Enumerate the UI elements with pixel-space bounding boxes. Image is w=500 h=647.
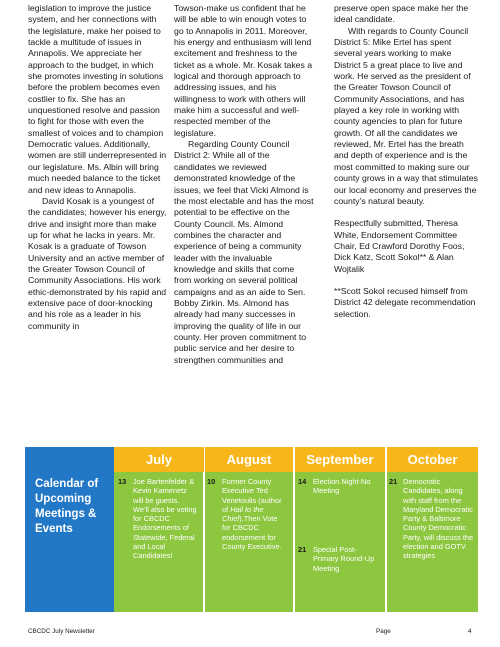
month-header-july: July (114, 447, 204, 472)
july-event-text: Joe Bartenfelder & Kevin Kamenetz will be guests. We’ll also be voting for CBCDC Endorsements of Statewide, Federal and Local Candidates! (133, 477, 197, 561)
footer-page-number: 4 (468, 628, 472, 635)
kosak-paragraph: David Kosak is a youngest of the candidates; however his energy, drive and insight more than make up for what he lacks in years. Mr. Kosak is a graduate of Towson University and an active member of the Greater Towson Council of Community Associations. His work ethic-demonstrated by his rapid and extensive pace of door-knocking and his role as a leader in his community in (28, 195, 167, 331)
october-event-day: 21 (389, 477, 398, 486)
article-column-1 (28, 3, 168, 332)
almond-continued-paragraph: preserve open space make her the ideal candidate. (334, 3, 469, 25)
albin-paragraph: legislation to improve the justice system, and her connections with the legislature, make her poised to tackle a multitude of issues in Annapolis. We appreciate her approach to the budget, in which she promotes investing in solutions before the problem becomes even costlier to fix. She has an unquestioned resolve and passion to fight for those with even the smallest of voices and to champion Democratic values. Additionally, women are still underrepresented in our legislature. Ms. Albin will bring much needed balance to the ticket and new ideas to Annapolis. (28, 3, 167, 195)
article-columns (28, 3, 480, 435)
september-event-text-1: Election Night-No Meeting (313, 477, 371, 496)
month-header-october: October (387, 447, 478, 472)
district-5-paragraph: With regards to County Council District 5: Mike Ertel has spent several years working to make District 5 a great place to live and work. He served as the president of the Greater Towson Council of Community Associations, and has played a key role in working with county agencies to plan for future growth. Of all the candidates we reviewed, Mr. Ertel has the breath and depth of experience and is the most committed to making sure our county grows in a way that stimulates our local economy and preserves the county’s natural beauty. (334, 25, 478, 206)
september-event-day-1: 14 (298, 477, 307, 486)
calendar-title: Calendar of Upcoming Meetings & Events (25, 447, 114, 612)
signature-block: Respectfully submitted, Theresa White, Endorsement Committee Chair, Ed Crawford Dorothy Foos, Dick Katz, Scott Sokol** & Alan Wojtalik (334, 218, 465, 274)
district-2-paragraph: Regarding County Council District 2: While all of the candidates we reviewed demonstrated knowledge of the issues, we feel that Vicki Almond is the most electable and has the most potential to be effective on the County Council. Ms. Almond combines the character and experience of being a community leader with the invaluable knowledge and skills that come from working on several political campaigns and as an aide to Sen. Bobby Zirkin. Ms. Almond has already had many successes in improving the quality of life in our county. Her proven commitment to public service and her desire to strengthen communities and (174, 139, 314, 365)
events-calendar (25, 447, 478, 612)
september-event-text-2: Special Post-Primary Round-Up Meeting (313, 545, 375, 573)
article-column-2 (174, 3, 314, 366)
august-event-day: 10 (207, 477, 216, 486)
month-header-september: September (295, 447, 385, 472)
footer-page-label: Page (376, 628, 391, 635)
recusal-note: **Scott Sokol recused himself from District 42 delegate recommendation selection. (334, 285, 476, 319)
august-event-text: Former County Executive Ted Venetoulis (author of Hail to the Chief).Then Vote for CBCDC endorsement for County Executive. (222, 477, 282, 552)
footer-newsletter-name: CBCDC July Newsletter (28, 628, 95, 635)
month-header-august: August (205, 447, 293, 472)
kosak-continued-paragraph: Towson-make us confident that he will be able to win enough votes to go to Annapolis in 2011. Moreover, his energy and enthusiasm will lend excitement and freshness to the ticket as a whole. Mr. Kosak takes a logical and thorough approach to addressing issues, and his willingness to work with others will make him a successful and well-respected member of the legislature. (174, 3, 313, 138)
september-event-day-2: 21 (298, 545, 307, 554)
october-event-text: Democratic Candidates, along with staff from the Maryland Democratic Party & Baltimore County Democratic Party, will discuss the election and GOTV strategies (403, 477, 474, 561)
article-column-3 (334, 3, 480, 320)
july-event-day: 13 (118, 477, 127, 486)
